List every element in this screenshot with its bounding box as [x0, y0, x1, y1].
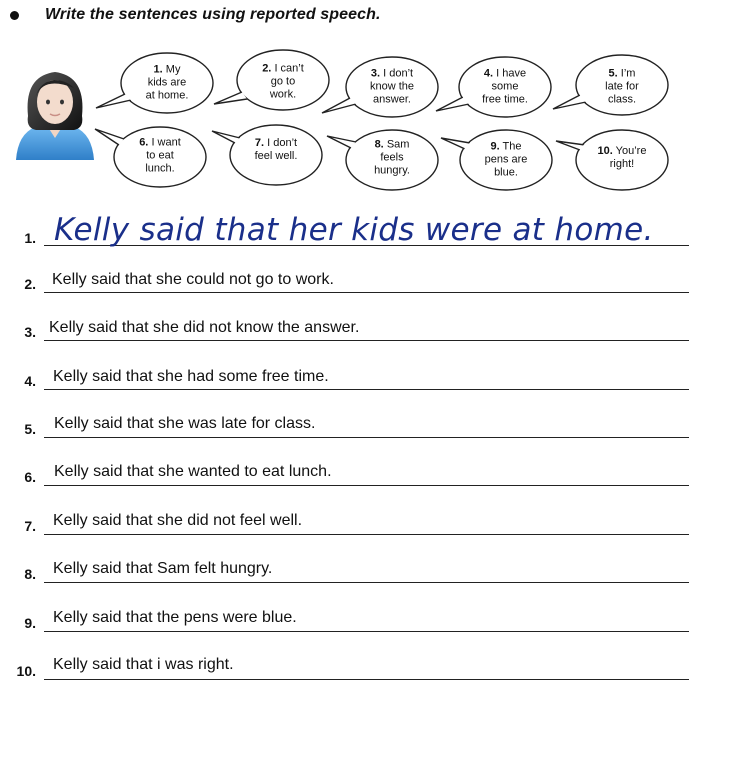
answer-line [44, 534, 689, 535]
instruction-title: Write the sentences using reported speech. [45, 6, 381, 23]
answer-number: 4. [24, 373, 36, 389]
answer-number: 6. [24, 469, 36, 485]
answer-number: 5. [24, 421, 36, 437]
answer-text: Kelly said that she could not go to work. [52, 271, 334, 288]
answer-number: 2. [24, 276, 36, 292]
answer-row-6 [0, 461, 736, 501]
answer-text: Kelly said that her kids were at home. [54, 212, 654, 248]
answer-number: 1. [24, 230, 36, 246]
answer-line [44, 485, 689, 486]
bubble-7-text: 7. I don’t feel well. [254, 137, 298, 162]
answer-text: Kelly said that she did not know the answer. [49, 319, 360, 336]
answer-text: Kelly said that she did not feel well. [53, 512, 303, 529]
answer-row-5 [0, 413, 736, 453]
bubble-9-text: 9. The pens are blue. [484, 140, 528, 179]
bubble-2-text: 2. I can’t go to work. [262, 62, 304, 101]
answer-row-8 [0, 558, 736, 598]
bubble-4-text: 4. I have some free time. [482, 67, 528, 106]
bubble-10-text: 10. You’re right! [597, 145, 647, 170]
answer-row-4 [0, 365, 736, 405]
bubble-6-text: 6. I want to eat lunch. [139, 136, 181, 175]
answer-text: Kelly said that she had some free time. [53, 368, 329, 385]
answer-text: Kelly said that i was right. [53, 656, 234, 673]
answer-row-2 [0, 268, 736, 308]
answer-row-1 [0, 214, 736, 254]
bubble-3-text: 3. I don’t know the answer. [369, 67, 415, 106]
answer-line [44, 389, 689, 390]
answer-line [44, 340, 689, 341]
answer-line [44, 437, 689, 438]
answer-row-10 [0, 655, 736, 695]
answer-row-9 [0, 607, 736, 647]
bubble-1-text: 1. My kids are at home. [145, 63, 189, 102]
answer-line [44, 631, 689, 632]
answer-line [44, 582, 689, 583]
answer-row-7 [0, 510, 736, 550]
bubble-5-text: 5. I’m late for class. [605, 67, 639, 106]
answer-number: 3. [24, 324, 36, 340]
answer-number: 7. [24, 518, 36, 534]
bubble-8-text: 8. Sam feels hungry. [374, 138, 410, 177]
answer-text: Kelly said that the pens were blue. [53, 609, 297, 626]
answer-line [44, 679, 689, 680]
answer-text: Kelly said that she was late for class. [54, 415, 316, 432]
answer-text: Kelly said that she wanted to eat lunch. [54, 463, 332, 480]
answer-number: 9. [24, 615, 36, 631]
answer-line [44, 292, 689, 293]
answer-number: 8. [24, 566, 36, 582]
answer-text: Kelly said that Sam felt hungry. [53, 560, 273, 577]
answer-number: 10. [16, 663, 36, 679]
answer-row-3 [0, 316, 736, 356]
